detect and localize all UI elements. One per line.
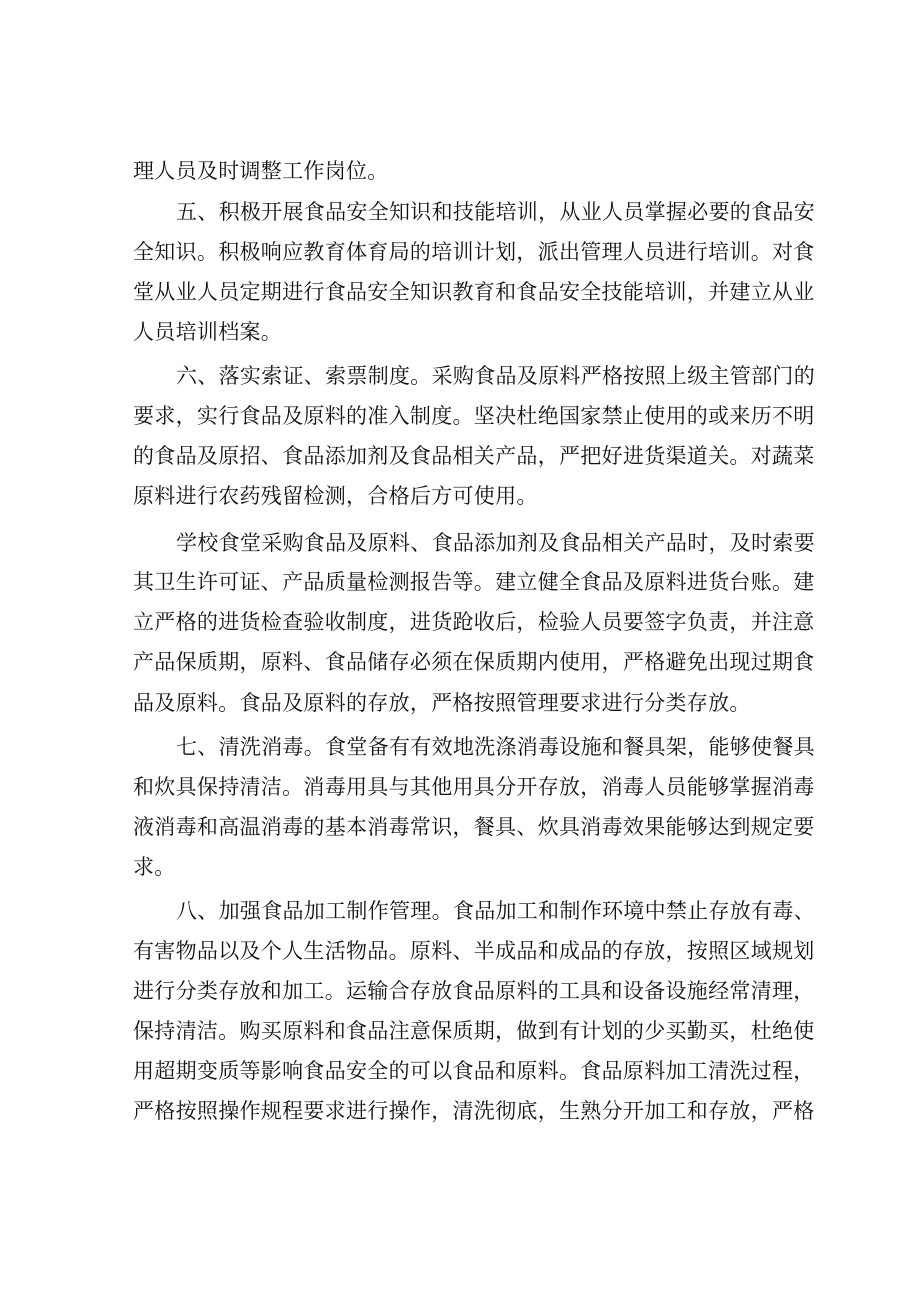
text-line: 堂从业人员定期进行食品安全知识教育和食品安全技能培训，并建立从业 <box>133 280 815 304</box>
text-line: 严格按照操作规程要求进行操作，清洗彻底，生熟分开加工和存放，严格 <box>133 1099 815 1123</box>
text-line: 其卫生许可证、产品质量检测报告等。建立健全食品及原料进货台账。建 <box>133 570 815 594</box>
text-line: 五、积极开展食品安全知识和技能培训，从业人员掌握必要的食品安 <box>176 200 815 224</box>
text-line: 学校食堂采购食品及原料、食品添加剂及食品相关产品时，及时索要 <box>176 531 815 555</box>
text-line: 求。 <box>133 855 176 879</box>
text-line: 理人员及时调整工作岗位。 <box>133 159 389 183</box>
text-line: 原料进行农药残留检测，合格后方可使用。 <box>133 484 538 508</box>
text-line: 进行分类存放和加工。运输合存放食品原料的工具和设备设施经常清理， <box>133 979 815 1003</box>
text-line: 有害物品以及个人生活物品。原料、半成品和成品的存放，按照区域规划 <box>133 939 815 963</box>
text-line: 六、落实索证、索票制度。采购食品及原料严格按照上级主管部门的 <box>176 364 815 388</box>
text-line: 要求，实行食品及原料的准入制度。坚决杜绝国家禁止使用的或来历不明 <box>133 404 815 428</box>
text-line: 用超期变质等影响食品安全的可以食品和原料。食品原料加工清洗过程， <box>133 1059 815 1083</box>
text-line: 人员培训档案。 <box>133 320 283 344</box>
text-line: 产品保质期，原料、食品储存必须在保质期内使用，严格避免出现过期食 <box>133 650 815 674</box>
text-line: 八、加强食品加工制作管理。食品加工和制作环境中禁止存放有毒、 <box>176 899 815 923</box>
text-line: 和炊具保持清洁。消毒用具与其他用具分开存放，消毒人员能够掌握消毒 <box>133 775 815 799</box>
text-line: 保持清洁。购买原料和食品注意保质期，做到有计划的少买勤买，杜绝使 <box>133 1019 815 1043</box>
text-line: 立严格的进货检查验收制度，进货跄收后，检验人员要签字负责，并注意 <box>133 610 815 634</box>
text-line: 液消毒和高温消毒的基本消毒常识，餐具、炊具消毒效果能够达到规定要 <box>133 815 815 839</box>
text-line: 品及原料。食品及原料的存放，严格按照管理要求进行分类存放。 <box>133 691 751 715</box>
text-line: 七、清洗消毒。食堂备有有效地洗涤消毒设施和餐具架，能够使餐具 <box>176 735 815 759</box>
text-line: 的食品及原招、食品添加剂及食品相关产品，严把好进货渠道关。对蔬菜 <box>133 444 815 468</box>
text-line: 全知识。积极响应教育体育局的培训计划，派出管理人员进行培训。对食 <box>133 240 815 264</box>
